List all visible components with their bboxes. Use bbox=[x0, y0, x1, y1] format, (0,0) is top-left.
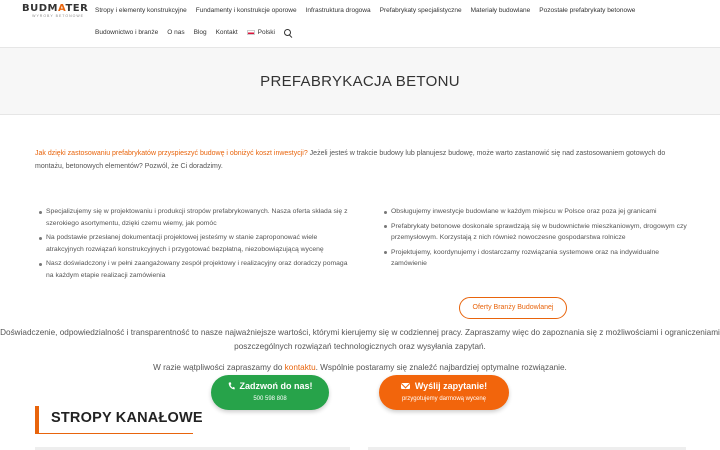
page-title-band bbox=[0, 48, 720, 115]
contact-link[interactable]: kontaktu bbox=[284, 363, 316, 372]
offer-button[interactable]: Oferty Branży Budowlanej bbox=[459, 297, 567, 319]
nav-item-infrastruktura[interactable]: Infrastruktura drogowa bbox=[305, 7, 371, 14]
section-heading bbox=[35, 406, 203, 434]
send-inquiry-button[interactable] bbox=[379, 375, 509, 410]
nav-item-budownictwo[interactable]: Budownictwo i branże bbox=[95, 29, 159, 36]
list-item: Obsługujemy inwestycje budowlane w każdym miejscu w Polsce oraz poza jej granicami bbox=[383, 206, 693, 218]
list-item: Prefabrykaty betonowe doskonale sprawdzają się w budownictwie mieszkaniowym, drogowym czy przemysłowym. Korzystają z nich również nowoczesne gospodarstwa rolnicze bbox=[383, 221, 693, 244]
logo-text: BUDMATER bbox=[22, 3, 89, 14]
nav-item-kontakt[interactable]: Kontakt bbox=[215, 29, 238, 36]
contact-text-pre: W razie wątpliwości zapraszamy do bbox=[153, 363, 285, 372]
contact-text-post: . Wspólnie postaramy się znaleźć najbardziej optymalne rozwiązanie. bbox=[315, 363, 567, 372]
list-item: Nasz doświadczony i w pełni zaangażowany zespół projektowy i realizacyjny oraz doradczy pomaga na każdym etapie realizacji zamówienia bbox=[38, 258, 348, 281]
intro-text: Jeżeli jesteś w trakcie budowy lub planujesz budowę, może warto zastanowić się nad zastosowaniem gotowych do montażu, betonowych elementów? Pozwól, że Ci doradzimy. bbox=[35, 150, 666, 170]
poland-flag-icon bbox=[247, 30, 255, 35]
mail-icon bbox=[401, 383, 410, 389]
call-us-title: Zadzwoń do nas! bbox=[239, 381, 313, 391]
nav-item-o-nas[interactable]: O nas bbox=[167, 29, 185, 36]
site-header bbox=[0, 0, 720, 48]
call-us-button[interactable] bbox=[211, 375, 329, 410]
list-item: Specjalizujemy się w projektowaniu i produkcji stropów prefabrykowanych. Nasza oferta składa się z szerokiego asortymentu, dzięki czemu wiemy, jak pomóc bbox=[38, 206, 348, 229]
language-switcher[interactable] bbox=[247, 28, 275, 38]
send-inquiry-title: Wyślij zapytanie! bbox=[414, 381, 488, 391]
main-nav-row-2 bbox=[95, 28, 293, 38]
nav-item-fundamenty[interactable]: Fundamenty i konstrukcje oporowe bbox=[195, 7, 297, 14]
intro-highlight: Jak dzięki zastosowaniu prefabrykatów przyspieszyć budowę i obniżyć koszt inwestycji? bbox=[35, 150, 308, 157]
call-us-title-row bbox=[211, 381, 329, 392]
section-heading-accent-bar bbox=[35, 406, 39, 434]
section-heading-underline bbox=[39, 433, 193, 434]
list-item: Na podstawie przesłanej dokumentacji projektowej jesteśmy w stanie zaproponować wiele atrakcyjnych rozwiązań konstrukcyjnych i przygotować bezpłatną, niezobowiązującą wycenę bbox=[38, 232, 348, 255]
send-inquiry-title-row bbox=[379, 381, 509, 392]
send-inquiry-subtitle: przygotujemy darmową wycenę bbox=[401, 396, 487, 402]
list-item: Projektujemy, koordynujemy i dostarczamy rozwiązania systemowe oraz na indywidualne zamówienie bbox=[383, 247, 693, 270]
nav-item-materialy[interactable]: Materiały budowlane bbox=[470, 7, 531, 14]
contact-paragraph bbox=[0, 361, 720, 375]
nav-item-blog[interactable]: Blog bbox=[193, 29, 207, 36]
phone-icon bbox=[228, 382, 235, 390]
nav-item-pozostale[interactable]: Pozostałe prefabrykaty betonowe bbox=[539, 7, 636, 14]
page-title: PREFABRYKACJA BETONU bbox=[260, 73, 460, 90]
search-icon[interactable] bbox=[284, 29, 293, 38]
values-paragraph: Doświadczenie, odpowiedzialność i transparentność to nasze najważniejsze wartości, którymi kierujemy się w codziennej pracy. Zapraszamy więc do zapoznania się z możliwościami i ograniczeniami poszczególnych rozwiązań technologicznych oraz wysyłania zapytań. bbox=[0, 328, 720, 351]
logo[interactable] bbox=[22, 3, 89, 18]
benefits-list-left bbox=[38, 206, 348, 284]
logo-tagline: WYROBY BETONOWE bbox=[32, 14, 84, 18]
main-nav-row-1 bbox=[95, 6, 644, 16]
section-title: STROPY KANAŁOWE bbox=[51, 410, 203, 426]
nav-item-stropy[interactable]: Stropy i elementy konstrukcyjne bbox=[95, 7, 187, 14]
benefits-list-right bbox=[383, 206, 693, 273]
nav-item-prefabrykaty-specjalistyczne[interactable]: Prefabrykaty specjalistyczne bbox=[379, 7, 462, 14]
phone-number: 500 598 808 bbox=[253, 396, 287, 402]
intro-paragraph bbox=[35, 148, 685, 173]
language-label: Polski bbox=[257, 29, 275, 36]
